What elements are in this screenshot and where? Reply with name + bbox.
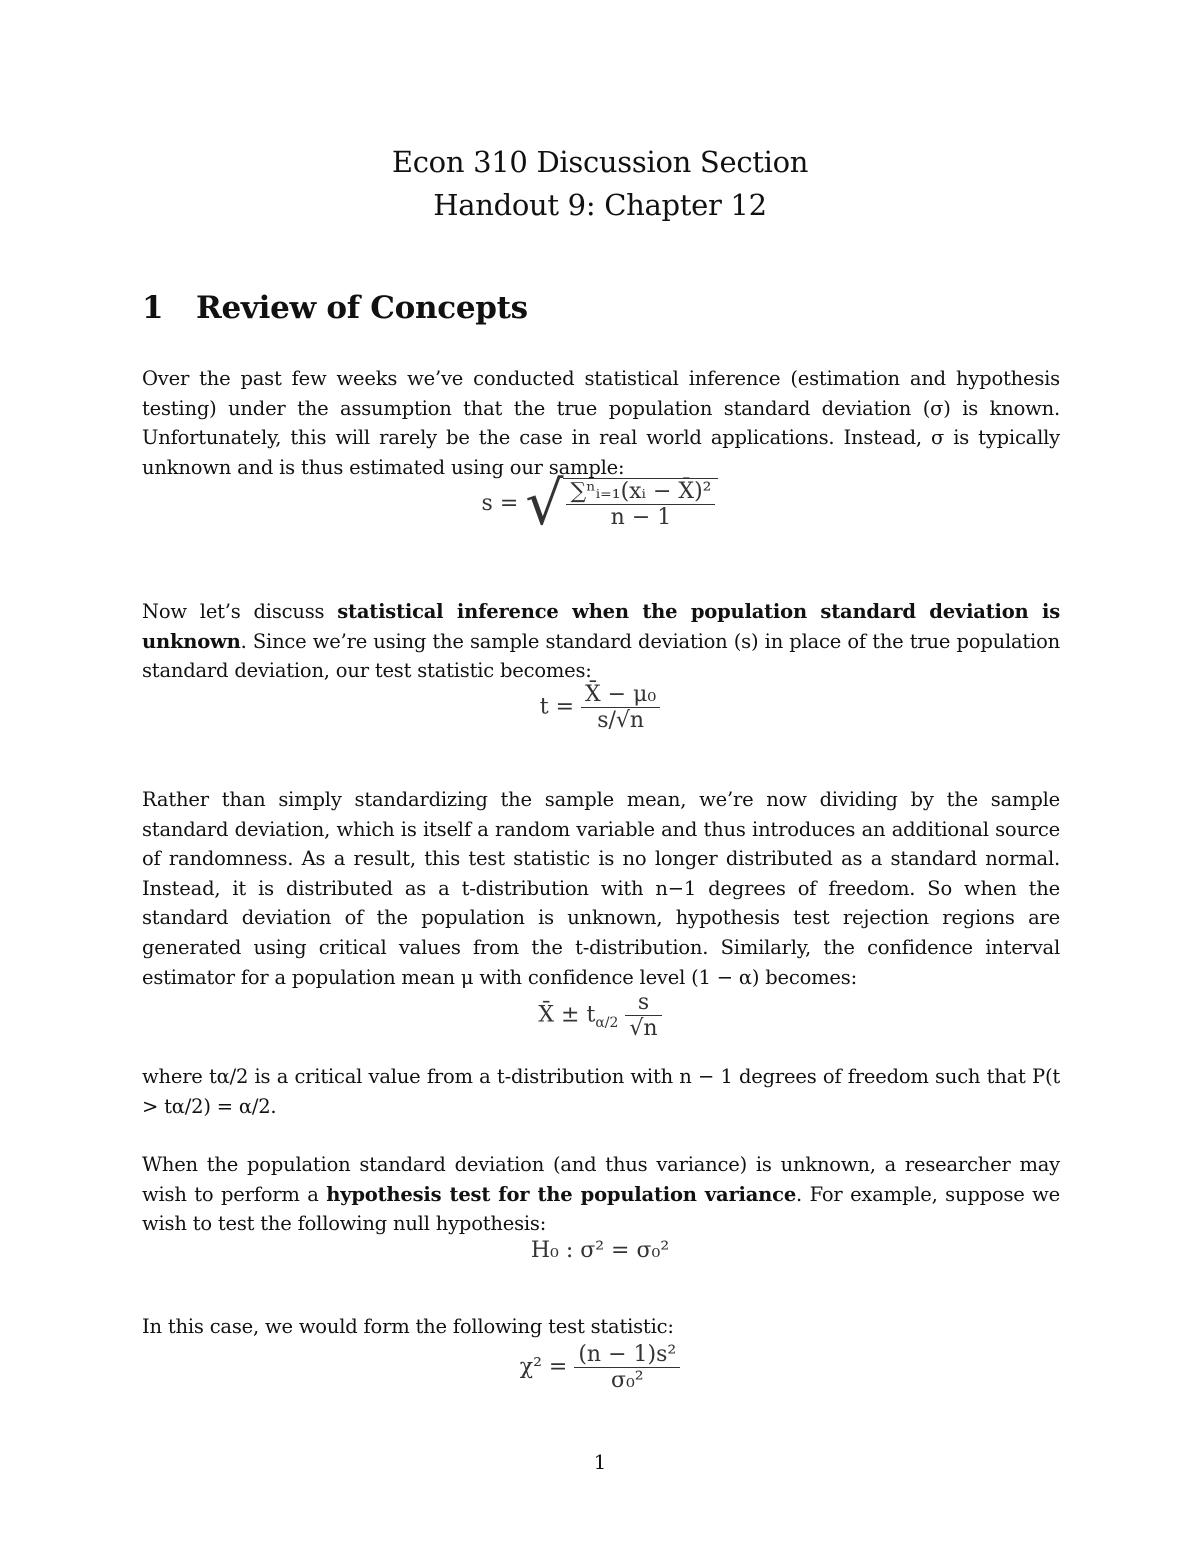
equation-t-statistic: [0, 682, 1200, 733]
eq5-denominator: σ₀²: [610, 1368, 644, 1393]
eq1-denominator: n − 1: [610, 505, 672, 530]
eq1-numerator: ∑ⁿᵢ₌₁(xᵢ − X̄)²: [566, 479, 715, 505]
paragraph-6: In this case, we would form the following test statistic:: [142, 1315, 674, 1338]
paragraph-4: where tα/2 is a critical value from a t-distribution with n − 1 degrees of freedom such that P(t > tα/2) = α/2.: [142, 1065, 1060, 1118]
eq2-fraction: [581, 682, 660, 733]
eq5-fraction: [574, 1342, 680, 1393]
equation-chi-square: [0, 1342, 1200, 1393]
eq2-lhs: t =: [539, 694, 575, 720]
equation-sample-sd: [0, 469, 1200, 539]
paragraph-5: When the population standard deviation (and thus variance) is unknown, a researcher may wish to perform a hypothesis test for the population variance. For example, suppose we wish to test the following null hypothesis:: [142, 1153, 1060, 1236]
doc-title: Econ 310 Discussion Section: [391, 145, 809, 179]
eq3-numerator: s: [625, 990, 661, 1016]
eq3-sub: α/2: [595, 1014, 619, 1031]
eq5-lhs: χ² =: [519, 1354, 568, 1380]
eq1-lhs: s =: [481, 491, 519, 516]
p5-bold: hypothesis test for the population variance: [326, 1182, 797, 1206]
page-number: 1: [593, 1450, 607, 1474]
eq5-numerator: (n − 1)s²: [574, 1342, 680, 1368]
section-heading: [142, 290, 528, 326]
eq1-fraction: [563, 478, 718, 530]
section-title: Review of Concepts: [196, 290, 528, 326]
paragraph-1: Over the past few weeks we’ve conducted statistical inference (estimation and hypothesis testing) under the assumption that the true population standard deviation (σ) is known. Unfortunately, this will rarely be the case in real world applications. Instead, σ is typically unknown and is thus estimated using our sample:: [142, 367, 1060, 479]
equation-null-hypothesis: H₀ : σ² = σ₀²: [530, 1238, 670, 1263]
sqrt-symbol: √: [525, 469, 564, 539]
section-number: 1: [142, 290, 164, 326]
p2-bold: statistical inference when the population standard deviation is unknown: [142, 600, 1060, 653]
eq3-denominator: √n: [629, 1016, 658, 1041]
equation-confidence-interval: [0, 990, 1200, 1041]
paragraph-2: Now let’s discuss statistical inference when the population standard deviation is unknown. Since we’re using the sample standard deviation (s) in place of the true population standard deviation, our test statistic becomes:: [142, 600, 1060, 683]
eq2-numerator: X̄ − μ₀: [581, 682, 660, 708]
eq2-denominator: s/√n: [597, 708, 645, 733]
doc-subtitle: Handout 9: Chapter 12: [433, 188, 767, 222]
paragraph-3: Rather than simply standardizing the sample mean, we’re now dividing by the sample standard deviation, which is itself a random variable and thus introduces an additional source of randomness. As a result, this test statistic is no longer distributed as a standard normal. Instead, it is distributed as a t-distribution with n−1 degrees of freedom. So when the standard deviation of the population is unknown, hypothesis test rejection regions are generated using critical values from the t-distribution. Similarly, the confidence interval estimator for a population mean μ with confidence level (1 − α) becomes:: [142, 788, 1060, 989]
eq3-fraction: [625, 990, 661, 1041]
eq3-lhs: X̄ ± t: [538, 1002, 596, 1028]
